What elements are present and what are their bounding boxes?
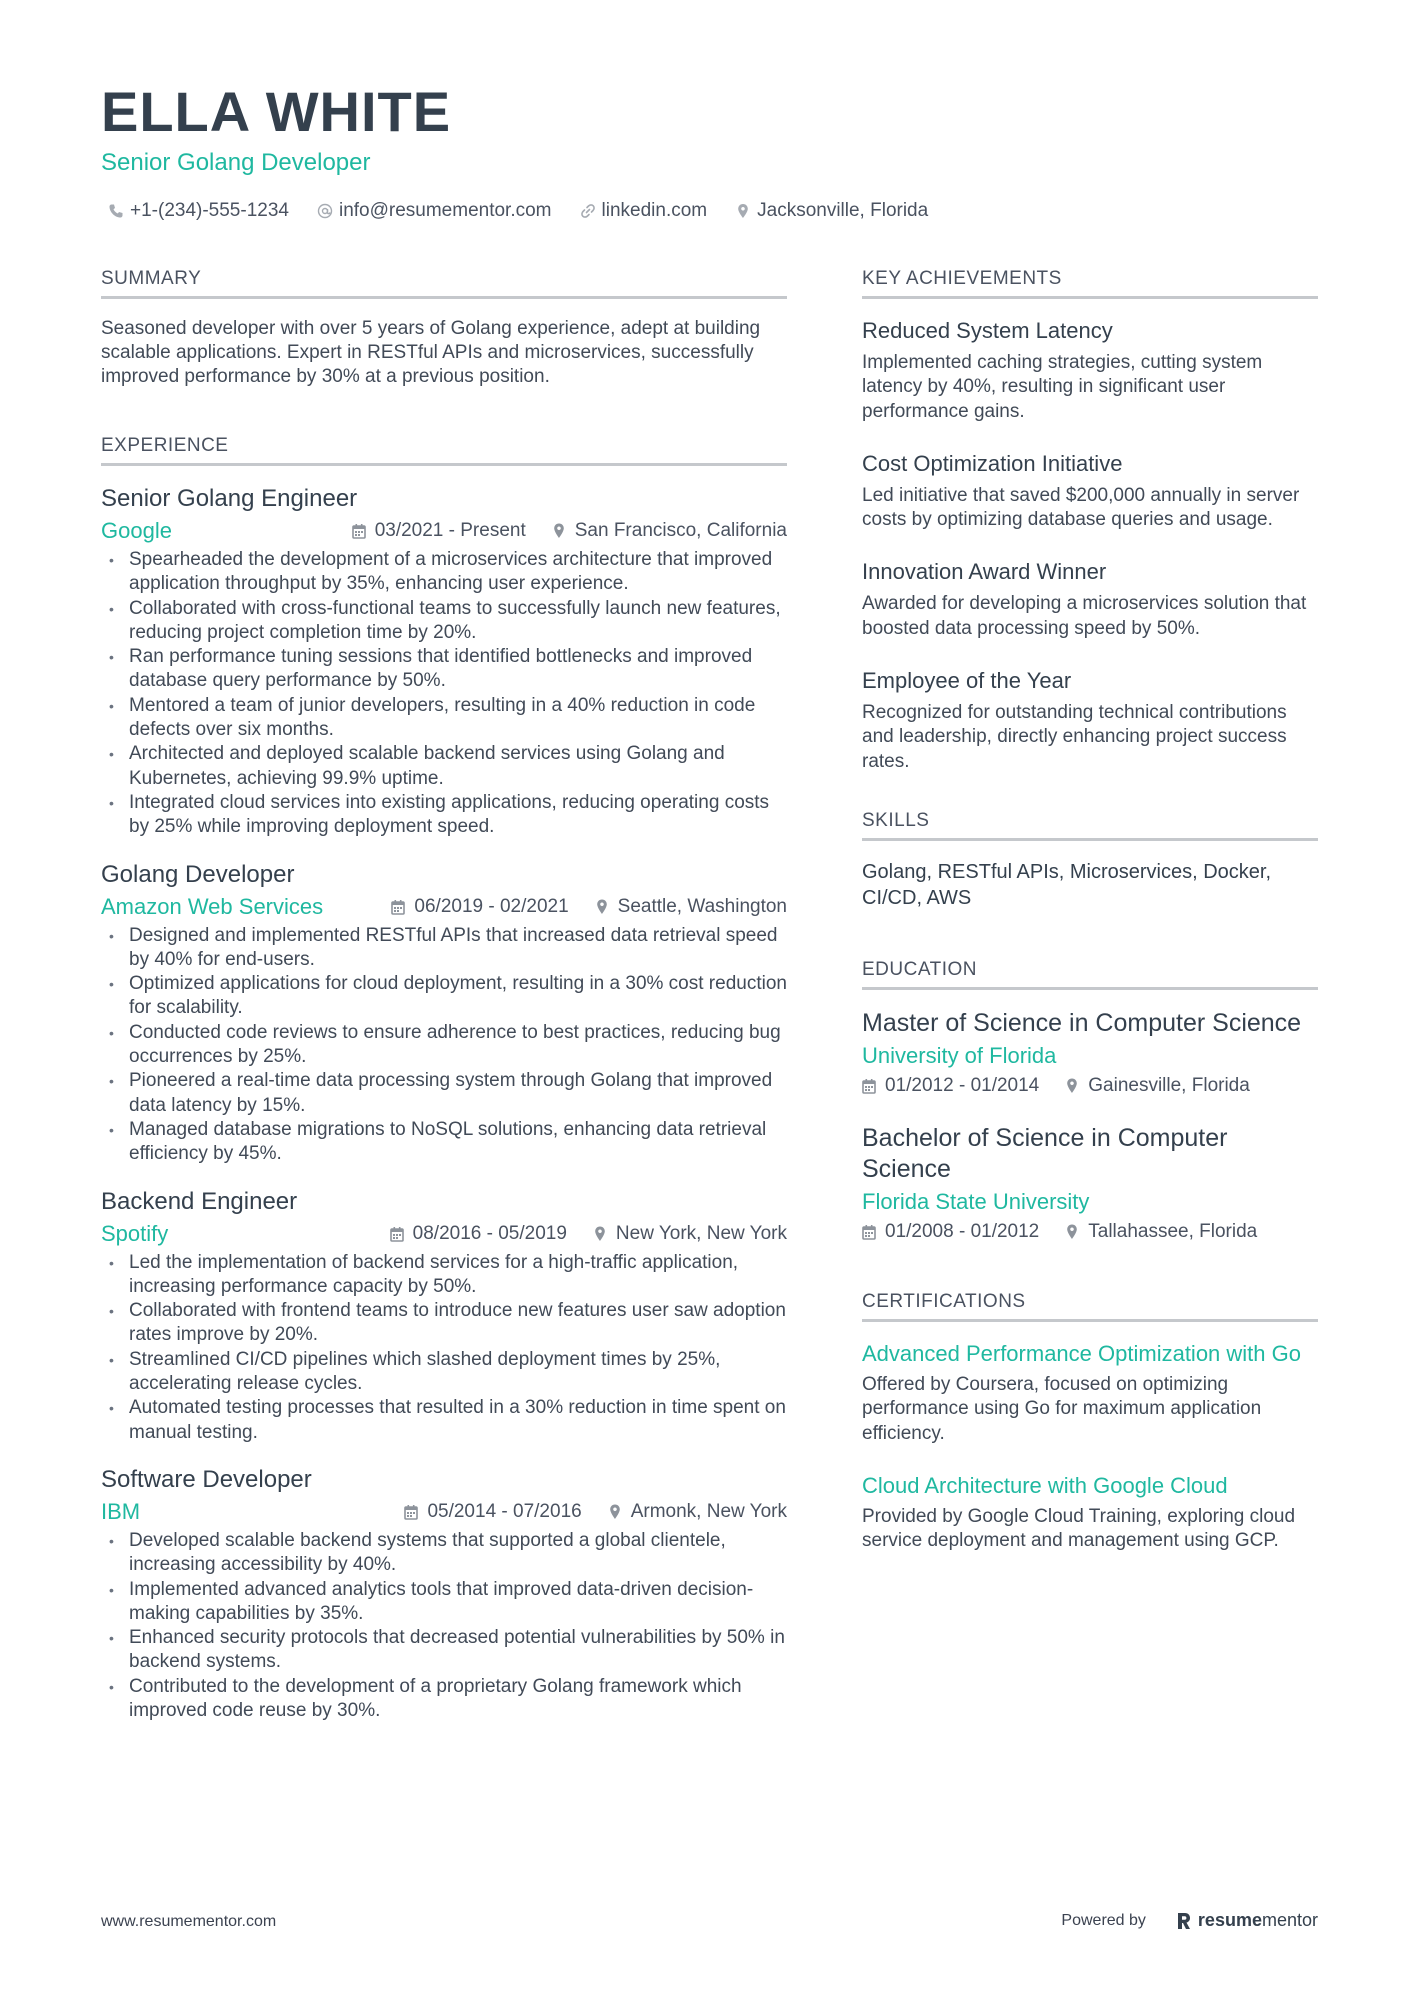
education-location (1065, 1075, 1250, 1097)
location-text: Jacksonville, Florida (757, 200, 929, 221)
resumementor-logo-icon (1176, 1911, 1192, 1931)
phone-text: +1-(234)-555-1234 (130, 200, 289, 221)
experience-item (101, 1187, 787, 1445)
job-meta (101, 1499, 787, 1525)
education-location-text: Gainesville, Florida (1088, 1074, 1250, 1096)
calendar-icon (390, 1226, 404, 1242)
job-dates-text: 06/2019 - 02/2021 (414, 895, 569, 917)
achievement-item (862, 450, 1318, 533)
skills-text: Golang, RESTful APIs, Microservices, Docker, CI/CD, AWS (862, 860, 1272, 909)
calendar-icon (862, 1078, 876, 1094)
job-dates (391, 896, 568, 918)
education-meta (862, 1075, 1318, 1097)
job-meta-right (391, 896, 787, 918)
location-pin-icon (1065, 1078, 1079, 1094)
calendar-icon (862, 1224, 876, 1240)
company-name: Spotify (101, 1220, 169, 1246)
phone-icon (108, 203, 124, 219)
job-bullet: • Implemented advanced analytics tools that improved data-driven decision-making capabilities by 35%. (101, 1578, 787, 1627)
job-bullet: • Developed scalable backend systems that supported a global clientele, increasing accessibility by 40%. (101, 1529, 787, 1578)
email-text: info@resumementor.com (338, 200, 552, 221)
job-location-text: New York, New York (615, 1222, 787, 1244)
job-title: Software Developer (101, 1465, 312, 1493)
job-title: Golang Developer (101, 860, 295, 888)
job-location-text: Armonk, New York (630, 1500, 787, 1522)
linkedin-text: linkedin.com (601, 200, 708, 221)
job-bullet: • Designed and implemented RESTful APIs that increased data retrieval speed by 40% for end-users. (101, 924, 787, 973)
job-location (595, 896, 787, 918)
section-title-experience: EXPERIENCE (101, 435, 787, 466)
job-meta (101, 518, 787, 544)
job-bullet: • Streamlined CI/CD pipelines which slashed deployment times by 25%, accelerating release cycles. (101, 1348, 787, 1397)
education-degree: Bachelor of Science in Computer Science (862, 1123, 1228, 1183)
achievement-desc: Awarded for developing a microservices solution that boosted data processing speed by 50%. (862, 593, 1307, 639)
job-bullets (101, 924, 787, 1167)
certification-item (862, 1340, 1318, 1446)
job-location (593, 1223, 787, 1245)
job-dates (352, 520, 526, 542)
brand-bold-text: resume (1197, 1910, 1262, 1930)
achievement-desc: Implemented caching strategies, cutting system latency by 40%, resulting in significant user performance gains. (862, 352, 1263, 422)
job-bullet: • Pioneered a real-time data processing system through Golang that improved data latency by 15%. (101, 1069, 787, 1118)
job-bullet: • Collaborated with frontend teams to introduce new features user saw adoption rates improve by 20%. (101, 1299, 787, 1348)
achievement-item (862, 558, 1318, 641)
job-title: Senior Golang Engineer (101, 485, 358, 512)
job-location (552, 520, 787, 542)
footer-powered (1061, 1910, 1318, 1931)
job-bullets (101, 1251, 787, 1445)
section-title-education: EDUCATION (862, 959, 1318, 990)
job-location-text: Seattle, Washington (617, 895, 787, 917)
contact-email[interactable] (317, 200, 552, 222)
achievements-list (862, 317, 1318, 774)
job-dates-text: 08/2016 - 05/2019 (412, 1222, 567, 1244)
job-dates-text: 05/2014 - 07/2016 (427, 1500, 582, 1522)
job-bullet: • Spearheaded the development of a microservices architecture that improved application throughput by 35%, enhancing user experience. (101, 548, 787, 597)
job-bullet: • Mentored a team of junior developers, resulting in a 40% reduction in code defects over six months. (101, 694, 787, 743)
education-location (1065, 1221, 1257, 1243)
job-location-text: San Francisco, California (574, 520, 787, 541)
education-meta (862, 1221, 1318, 1243)
section-title-summary: SUMMARY (101, 268, 787, 299)
powered-by-text: Powered by (1061, 1911, 1146, 1929)
achievement-desc: Led initiative that saved $200,000 annually in server costs by optimizing database queries and usage. (862, 484, 1300, 531)
education-location-text: Tallahassee, Florida (1088, 1220, 1258, 1242)
achievement-item (862, 317, 1318, 424)
job-meta-right (404, 1501, 787, 1523)
experience-list (101, 484, 787, 1723)
education-list (862, 1008, 1318, 1243)
job-meta-right (352, 520, 787, 542)
contact-phone[interactable] (108, 200, 289, 222)
certifications-list (862, 1340, 1318, 1553)
experience-item (101, 1465, 787, 1723)
education-dates (862, 1221, 1039, 1243)
job-meta-right (390, 1223, 787, 1245)
job-bullets (101, 1529, 787, 1723)
location-pin-icon (1065, 1224, 1079, 1240)
education-school: Florida State University (862, 1188, 1090, 1214)
right-column (862, 268, 1318, 1579)
company-name: IBM (101, 1498, 141, 1524)
candidate-name: ELLA WHITE (101, 80, 452, 143)
contact-location (735, 200, 928, 222)
section-title-certifications: CERTIFICATIONS (862, 1291, 1318, 1322)
certification-title: Cloud Architecture with Google Cloud (862, 1472, 1228, 1498)
education-dates (862, 1075, 1039, 1097)
job-bullet: • Automated testing processes that resulted in a 30% reduction in time spent on manual testing. (101, 1396, 787, 1445)
achievement-title: Employee of the Year (862, 668, 1072, 694)
brand-logo[interactable] (1176, 1910, 1318, 1931)
achievement-title: Innovation Award Winner (862, 559, 1107, 585)
job-bullet: • Contributed to the development of a proprietary Golang framework which improved code reuse by 30%. (101, 1675, 787, 1724)
certification-item (862, 1472, 1318, 1554)
link-icon (580, 203, 596, 219)
job-bullet: • Conducted code reviews to ensure adherence to best practices, reducing bug occurrences by 25%. (101, 1021, 787, 1070)
education-degree: Master of Science in Computer Science (862, 1008, 1302, 1037)
job-meta (101, 894, 787, 920)
achievement-item (862, 667, 1318, 774)
education-item (862, 1008, 1318, 1097)
experience-item (101, 860, 787, 1167)
location-pin-icon (593, 1226, 607, 1242)
job-dates (390, 1223, 567, 1245)
certification-desc: Provided by Google Cloud Training, exploring cloud service deployment and management using GCP. (862, 1505, 1296, 1552)
job-dates (404, 1501, 581, 1523)
calendar-icon (404, 1504, 418, 1520)
job-dates-text: 03/2021 - Present (374, 520, 526, 541)
summary-text: Seasoned developer with over 5 years of Golang experience, adept at building scalable applications. Expert in RESTful APIs and microservices, successfully improved performance by 30% at a previous position. (101, 318, 761, 387)
certification-desc: Offered by Coursera, focused on optimizing performance using Go for maximum application efficiency. (862, 1373, 1262, 1444)
education-dates-text: 01/2008 - 01/2012 (885, 1220, 1040, 1242)
job-bullet: • Enhanced security protocols that decreased potential vulnerabilities by 50% in backend systems. (101, 1626, 787, 1675)
location-pin-icon (735, 203, 751, 219)
location-pin-icon (595, 899, 609, 915)
at-icon (317, 203, 333, 219)
location-pin-icon (608, 1504, 622, 1520)
achievement-desc: Recognized for outstanding technical contributions and leadership, directly enhancing project success rates. (862, 702, 1287, 772)
section-title-skills: SKILLS (862, 810, 1318, 841)
job-bullet: • Ran performance tuning sessions that identified bottlenecks and improved database query performance by 50%. (101, 645, 787, 694)
job-location (608, 1501, 787, 1523)
job-meta (101, 1221, 787, 1247)
calendar-icon (352, 523, 366, 539)
education-dates-text: 01/2012 - 01/2014 (885, 1074, 1040, 1096)
job-bullet: • Managed database migrations to NoSQL solutions, enhancing data retrieval efficiency by 45%. (101, 1118, 787, 1167)
certification-title: Advanced Performance Optimization with Go (862, 1340, 1301, 1366)
location-pin-icon (552, 523, 566, 539)
brand-light-text: mentor (1261, 1910, 1318, 1930)
section-title-achievements: KEY ACHIEVEMENTS (862, 268, 1318, 299)
left-column (101, 268, 787, 1743)
company-name: Google (101, 518, 172, 543)
job-bullet: • Integrated cloud services into existing applications, reducing operating costs by 25% while improving deployment speed. (101, 791, 787, 840)
achievement-title: Reduced System Latency (862, 318, 1113, 343)
achievement-title: Cost Optimization Initiative (862, 450, 1123, 476)
education-item (862, 1123, 1318, 1243)
company-name: Amazon Web Services (101, 893, 324, 919)
footer-website[interactable]: www.resumementor.com (101, 1913, 277, 1930)
job-bullets (101, 548, 787, 840)
education-school: University of Florida (862, 1042, 1057, 1068)
calendar-icon (391, 899, 405, 915)
contact-linkedin[interactable] (580, 200, 708, 222)
experience-item (101, 484, 787, 840)
contact-bar (108, 200, 956, 222)
job-bullet: • Optimized applications for cloud deployment, resulting in a 30% cost reduction for scalability. (101, 972, 787, 1021)
job-bullet: • Collaborated with cross-functional teams to successfully launch new features, reducing project completion time by 20%. (101, 597, 787, 646)
job-title: Backend Engineer (101, 1187, 298, 1215)
candidate-title: Senior Golang Developer (101, 149, 371, 176)
job-bullet: • Led the implementation of backend services for a high-traffic application, increasing performance capacity by 50%. (101, 1251, 787, 1300)
job-bullet: • Architected and deployed scalable backend services using Golang and Kubernetes, achieving 99.9% uptime. (101, 742, 787, 791)
